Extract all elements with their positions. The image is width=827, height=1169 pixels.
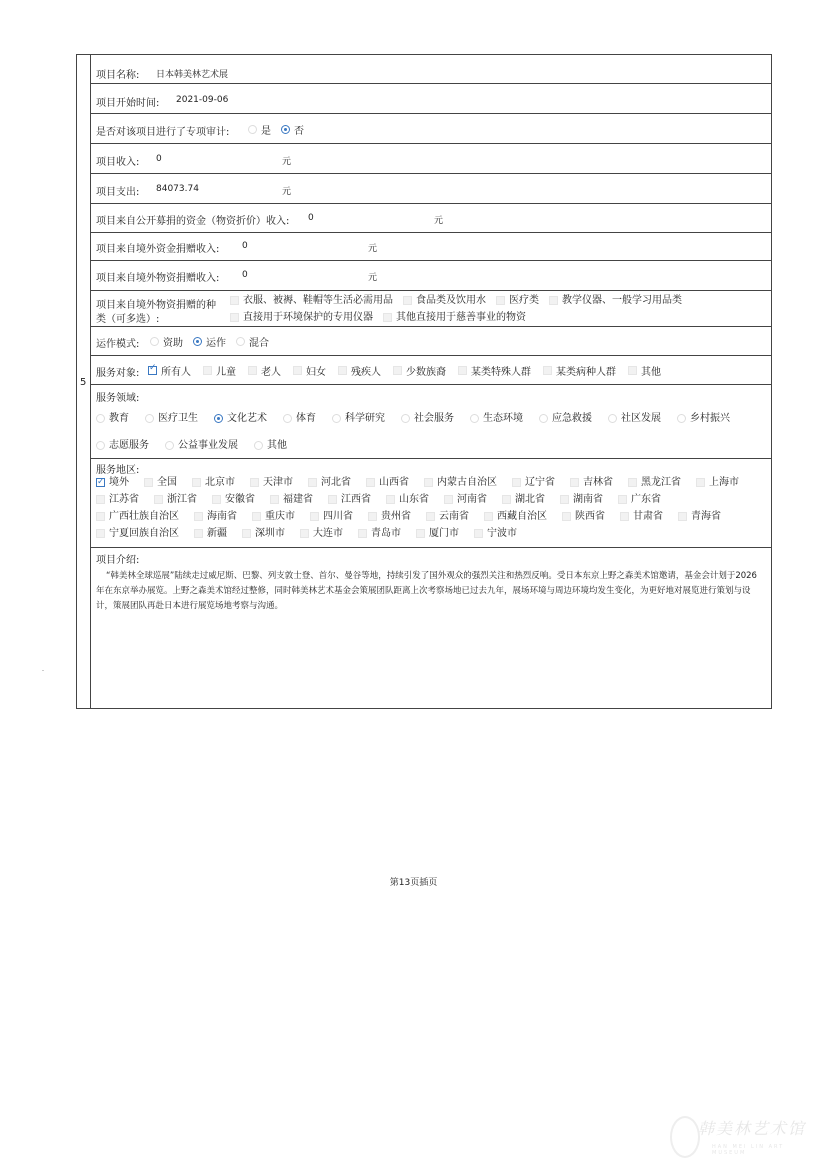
target-option[interactable]: 其他 bbox=[628, 363, 661, 378]
service-field-options bbox=[96, 406, 765, 460]
radio-icon bbox=[608, 414, 617, 423]
region-option[interactable]: 山西省 bbox=[366, 475, 409, 490]
field-option[interactable]: 乡村振兴 bbox=[677, 406, 730, 431]
row-public-fund bbox=[90, 203, 771, 233]
region-option[interactable]: 广西壮族自治区 bbox=[96, 509, 179, 524]
region-option[interactable]: 福建省 bbox=[270, 492, 313, 507]
region-option[interactable]: 海南省 bbox=[194, 509, 237, 524]
operation-option[interactable]: 运作 bbox=[193, 334, 226, 349]
region-option[interactable]: 青海省 bbox=[678, 509, 721, 524]
row-expense bbox=[90, 173, 771, 204]
scan-speck bbox=[42, 670, 44, 671]
start-time-label: 项目开始时间: bbox=[96, 98, 160, 109]
target-option[interactable]: 儿童 bbox=[203, 363, 236, 378]
field-option[interactable]: 科学研究 bbox=[332, 406, 385, 431]
region-option[interactable]: 大连市 bbox=[300, 526, 343, 541]
checkbox-icon bbox=[300, 529, 309, 538]
checkbox-icon bbox=[248, 366, 257, 375]
region-option[interactable]: 西藏自治区 bbox=[484, 509, 547, 524]
field-option[interactable]: 其他 bbox=[254, 433, 287, 458]
foreign-fund-unit: 元 bbox=[368, 244, 378, 254]
checkbox-icon bbox=[426, 512, 435, 521]
checkbox-icon bbox=[293, 366, 302, 375]
region-option[interactable]: ✓ 境外 bbox=[96, 475, 129, 490]
checkbox-icon bbox=[194, 529, 203, 538]
radio-icon bbox=[254, 441, 263, 450]
operation-option[interactable]: 混合 bbox=[236, 334, 269, 349]
checkbox-icon bbox=[696, 478, 705, 487]
field-option[interactable]: 体育 bbox=[283, 406, 316, 431]
checkbox-icon bbox=[212, 495, 221, 504]
checkbox-icon bbox=[496, 296, 505, 305]
checkbox-icon bbox=[512, 478, 521, 487]
target-option[interactable]: 少数族裔 bbox=[393, 363, 446, 378]
target-option[interactable]: 妇女 bbox=[293, 363, 326, 378]
checkbox-icon bbox=[393, 366, 402, 375]
checkbox-icon bbox=[230, 296, 239, 305]
foreign-goods-unit: 元 bbox=[368, 273, 378, 283]
checkbox-icon bbox=[96, 495, 105, 504]
goods-option[interactable]: 教学仪器、一般学习用品类 bbox=[549, 293, 682, 308]
region-option[interactable]: 宁夏回族自治区 bbox=[96, 526, 179, 541]
checkbox-icon bbox=[628, 478, 637, 487]
row-intro bbox=[90, 547, 771, 710]
start-time-value: 2021-09-06 bbox=[176, 95, 229, 105]
row-audit bbox=[90, 113, 771, 144]
checkbox-icon bbox=[562, 512, 571, 521]
field-option[interactable]: 志愿服务 bbox=[96, 433, 149, 458]
field-option[interactable]: 公益事业发展 bbox=[165, 433, 238, 458]
region-option[interactable]: 湖南省 bbox=[560, 492, 603, 507]
operation-label: 运作模式: bbox=[96, 339, 140, 350]
region-option[interactable]: 厦门市 bbox=[416, 526, 459, 541]
field-option[interactable]: 教育 bbox=[96, 406, 129, 431]
field-option[interactable]: 社会服务 bbox=[401, 406, 454, 431]
radio-checked-icon bbox=[193, 337, 202, 346]
public-fund-label: 项目来自公开募捐的资金（物资折价）收入: bbox=[96, 216, 290, 227]
checkbox-icon bbox=[484, 512, 493, 521]
field-option[interactable]: 社区发展 bbox=[608, 406, 661, 431]
field-option[interactable]: 生态环境 bbox=[470, 406, 523, 431]
checkbox-icon bbox=[154, 495, 163, 504]
checkbox-icon bbox=[678, 512, 687, 521]
region-option[interactable]: 湖北省 bbox=[502, 492, 545, 507]
checkbox-icon bbox=[192, 478, 201, 487]
row-foreign-fund bbox=[90, 232, 771, 261]
checkbox-icon bbox=[366, 478, 375, 487]
foreign-goods-label: 项目来自境外物资捐赠收入: bbox=[96, 273, 220, 284]
radio-icon bbox=[470, 414, 479, 423]
region-option[interactable]: 天津市 bbox=[250, 475, 293, 490]
radio-icon bbox=[165, 441, 174, 450]
checkbox-icon bbox=[403, 296, 412, 305]
goods-option[interactable]: 直接用于环境保护的专用仪器 bbox=[230, 310, 373, 325]
region-option[interactable]: 甘肃省 bbox=[620, 509, 663, 524]
region-option[interactable]: 内蒙古自治区 bbox=[424, 475, 497, 490]
project-name-label: 项目名称: bbox=[96, 70, 140, 81]
checkbox-checked-icon bbox=[148, 366, 157, 375]
goods-option[interactable]: 医疗类 bbox=[496, 293, 539, 308]
public-fund-value: 0 bbox=[308, 213, 314, 223]
region-option[interactable]: 重庆市 bbox=[252, 509, 295, 524]
intro-label: 项目介绍: bbox=[96, 555, 140, 566]
expense-unit: 元 bbox=[282, 187, 292, 197]
row-foreign-goods bbox=[90, 260, 771, 291]
region-option[interactable]: 吉林省 bbox=[570, 475, 613, 490]
audit-options bbox=[248, 122, 765, 137]
row-number: 5 bbox=[80, 377, 87, 388]
region-option[interactable]: 四川省 bbox=[310, 509, 353, 524]
income-unit: 元 bbox=[282, 157, 292, 167]
goods-option[interactable]: 其他直接用于慈善事业的物资 bbox=[383, 310, 526, 325]
radio-checked-icon bbox=[281, 125, 290, 134]
checkbox-icon bbox=[203, 366, 212, 375]
audit-option-yes[interactable]: 是 bbox=[248, 122, 271, 137]
radio-icon bbox=[332, 414, 341, 423]
checkbox-icon bbox=[96, 529, 105, 538]
region-option[interactable]: 北京市 bbox=[192, 475, 235, 490]
region-option[interactable]: 陕西省 bbox=[562, 509, 605, 524]
region-option[interactable]: 深圳市 bbox=[242, 526, 285, 541]
checkbox-icon bbox=[570, 478, 579, 487]
service-region-options bbox=[96, 475, 765, 543]
goods-type-label-line2: 类（可多选）: bbox=[96, 314, 160, 325]
operation-options bbox=[150, 334, 765, 349]
region-option[interactable]: 河北省 bbox=[308, 475, 351, 490]
goods-option[interactable]: 食品类及饮用水 bbox=[403, 293, 486, 308]
checkbox-icon bbox=[474, 529, 483, 538]
checkbox-icon bbox=[416, 529, 425, 538]
radio-icon bbox=[96, 441, 105, 450]
radio-icon bbox=[283, 414, 292, 423]
radio-icon bbox=[677, 414, 686, 423]
checkbox-icon bbox=[358, 529, 367, 538]
region-option[interactable]: 江苏省 bbox=[96, 492, 139, 507]
row-operation bbox=[90, 326, 771, 356]
public-fund-unit: 元 bbox=[434, 216, 444, 226]
row-service-field bbox=[90, 384, 771, 459]
project-form-table bbox=[76, 54, 772, 709]
goods-type-options bbox=[230, 293, 765, 327]
page-footer: 第13页插页 bbox=[389, 878, 438, 888]
field-option[interactable]: 文化艺术 bbox=[214, 406, 267, 431]
operation-option[interactable]: 资助 bbox=[150, 334, 183, 349]
region-option[interactable]: 山东省 bbox=[386, 492, 429, 507]
intro-text: “韩美林全球巡展”陆续走过威尼斯、巴黎、列支敦士登、首尔、曼谷等地，持续引发了国外观众的强烈关注和热烈反响。受日本东京上野之森美术馆邀请，基金会计划于2026年在东京举办展览。上野之森美术馆经过整修，同时韩美林艺术基金会策展团队距离上次考察场地已过去九年，展场环境与周边环境均发生变化，为更好地对展览进行策划与设计，策展团队再赴日本进行展览场地考察与沟通。 bbox=[96, 571, 757, 611]
watermark-en: HAN MEI LIN ART MUSEUM bbox=[712, 1144, 785, 1156]
checkbox-icon bbox=[368, 512, 377, 521]
checkbox-icon bbox=[628, 366, 637, 375]
target-option[interactable]: 残疾人 bbox=[338, 363, 381, 378]
checkbox-icon bbox=[618, 495, 627, 504]
service-target-options bbox=[148, 363, 765, 378]
checkbox-icon bbox=[252, 512, 261, 521]
radio-icon bbox=[236, 337, 245, 346]
checkbox-icon bbox=[383, 313, 392, 322]
radio-icon bbox=[96, 414, 105, 423]
service-field-label: 服务领域: bbox=[96, 393, 140, 404]
checkbox-icon bbox=[270, 495, 279, 504]
region-option[interactable]: 青岛市 bbox=[358, 526, 401, 541]
region-option[interactable]: 云南省 bbox=[426, 509, 469, 524]
region-option[interactable]: 辽宁省 bbox=[512, 475, 555, 490]
target-option[interactable]: ✓ 所有人 bbox=[148, 363, 191, 378]
checkbox-icon bbox=[144, 478, 153, 487]
museum-watermark bbox=[668, 1110, 818, 1160]
row-project-name bbox=[90, 55, 771, 84]
goods-type-label-line1: 项目来自境外物资捐赠的种 bbox=[96, 300, 216, 311]
audit-option-no[interactable]: 否 bbox=[281, 122, 304, 137]
region-option[interactable]: 河南省 bbox=[444, 492, 487, 507]
checkbox-icon bbox=[242, 529, 251, 538]
project-name-value: 日本韩美林艺术展 bbox=[156, 70, 229, 80]
region-option[interactable]: 全国 bbox=[144, 475, 177, 490]
checkbox-icon bbox=[310, 512, 319, 521]
checkbox-checked-icon bbox=[96, 478, 105, 487]
row-start-time bbox=[90, 83, 771, 114]
radio-checked-icon bbox=[214, 414, 223, 423]
checkbox-icon bbox=[444, 495, 453, 504]
checkbox-icon bbox=[424, 478, 433, 487]
field-option[interactable]: 应急救援 bbox=[539, 406, 592, 431]
radio-icon bbox=[539, 414, 548, 423]
checkbox-icon bbox=[328, 495, 337, 504]
expense-label: 项目支出: bbox=[96, 187, 140, 198]
expense-value: 84073.74 bbox=[156, 184, 199, 194]
watermark-cn: 韩美林艺术馆 bbox=[698, 1119, 807, 1138]
income-label: 项目收入: bbox=[96, 157, 140, 168]
income-value: 0 bbox=[156, 154, 162, 164]
region-option[interactable]: 宁波市 bbox=[474, 526, 517, 541]
radio-icon bbox=[150, 337, 159, 346]
region-option[interactable]: 广东省 bbox=[618, 492, 661, 507]
field-option[interactable]: 医疗卫生 bbox=[145, 406, 198, 431]
target-option[interactable]: 老人 bbox=[248, 363, 281, 378]
checkbox-icon bbox=[620, 512, 629, 521]
service-target-label: 服务对象: bbox=[96, 368, 140, 379]
foreign-fund-label: 项目来自境外资金捐赠收入: bbox=[96, 244, 220, 255]
row-income bbox=[90, 143, 771, 174]
checkbox-icon bbox=[308, 478, 317, 487]
row-goods-type bbox=[90, 290, 771, 327]
region-option[interactable]: 黑龙江省 bbox=[628, 475, 681, 490]
checkbox-icon bbox=[250, 478, 259, 487]
service-region-label: 服务地区: bbox=[96, 465, 140, 476]
foreign-goods-value: 0 bbox=[242, 270, 248, 280]
checkbox-icon bbox=[458, 366, 467, 375]
row-number-column bbox=[77, 55, 91, 708]
region-option[interactable]: 贵州省 bbox=[368, 509, 411, 524]
checkbox-icon bbox=[386, 495, 395, 504]
region-option[interactable]: 安徽省 bbox=[212, 492, 255, 507]
checkbox-icon bbox=[338, 366, 347, 375]
checkbox-icon bbox=[502, 495, 511, 504]
audit-label: 是否对该项目进行了专项审计: bbox=[96, 127, 230, 138]
region-option[interactable]: 江西省 bbox=[328, 492, 371, 507]
checkbox-icon bbox=[230, 313, 239, 322]
radio-icon bbox=[145, 414, 154, 423]
checkbox-icon bbox=[96, 512, 105, 521]
region-option[interactable]: 上海市 bbox=[696, 475, 739, 490]
radio-icon bbox=[248, 125, 257, 134]
checkbox-icon bbox=[543, 366, 552, 375]
row-service-region bbox=[90, 458, 771, 548]
target-option[interactable]: 某类病种人群 bbox=[543, 363, 616, 378]
checkbox-icon bbox=[549, 296, 558, 305]
radio-icon bbox=[401, 414, 410, 423]
watermark-logo-icon bbox=[670, 1116, 700, 1158]
goods-option[interactable]: 衣服、被褥、鞋帽等生活必需用品 bbox=[230, 293, 393, 308]
region-option[interactable]: 新疆 bbox=[194, 526, 227, 541]
checkbox-icon bbox=[560, 495, 569, 504]
row-service-target bbox=[90, 355, 771, 385]
target-option[interactable]: 某类特殊人群 bbox=[458, 363, 531, 378]
checkbox-icon bbox=[194, 512, 203, 521]
region-option[interactable]: 浙江省 bbox=[154, 492, 197, 507]
foreign-fund-value: 0 bbox=[242, 241, 248, 251]
